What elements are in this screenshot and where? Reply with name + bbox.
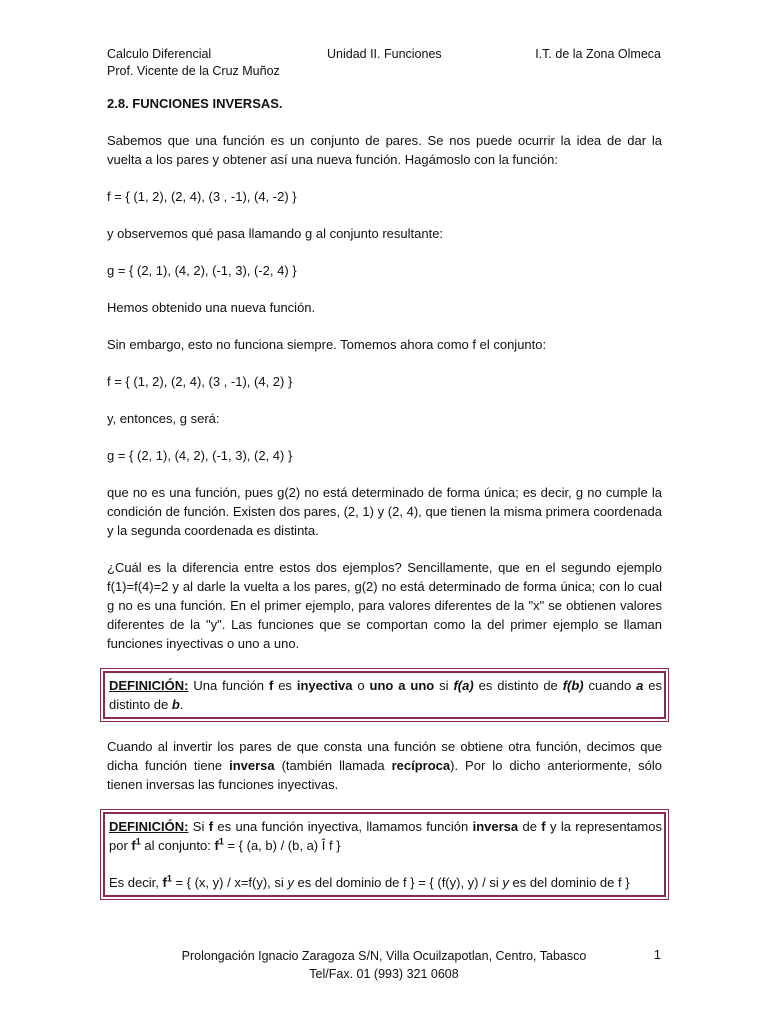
professor-name: Prof. Vicente de la Cruz Muñoz <box>107 64 280 78</box>
definition-label: DEFINICIÓN: <box>109 678 189 693</box>
footer-phone: Tel/Fax. 01 (993) 321 0608 <box>309 967 459 981</box>
paragraph: Sabemos que una función es un conjunto de pares. Se nos puede ocurrir la idea de dar la vuelta a los pares y obtener así una nueva función. Hagámoslo con la función: <box>107 133 662 167</box>
section-title: 2.8. FUNCIONES INVERSAS. <box>107 96 283 111</box>
set-g-example-2: g = { (2, 1), (4, 2), (-1, 3), (2, 4) } <box>107 448 293 463</box>
definition-equivalence: Es decir, $f^1$ = { (x, y) / x=f(y), si y es del dominio de f } = { (f(y), y) / si y es del dominio de f } <box>109 873 630 890</box>
set-f-example-2: f = { (1, 2), (2, 4), (3 , -1), (4, 2) } <box>107 374 293 389</box>
institution-name: I.T. de la Zona Olmeca <box>535 47 661 61</box>
page-header-left <box>107 46 280 80</box>
unit-name: Unidad II. Funciones <box>327 47 442 61</box>
set-f-example-1: f = { (1, 2), (2, 4), (3 , -1), (4, -2) } <box>107 189 297 204</box>
paragraph: y observemos qué pasa llamando g al conjunto resultante: <box>107 226 444 241</box>
definition-text: DEFINICIÓN: Una función f es inyectiva o uno a uno si f(a) es distinto de f(b) cuando a es distinto de b. <box>109 678 662 712</box>
definition-box-injective <box>103 671 666 719</box>
paragraph: Sin embargo, esto no funciona siempre. Tomemos ahora como f el conjunto: <box>107 337 547 352</box>
definition-box-inverse <box>103 812 666 897</box>
paragraph: y, entonces, g será: <box>107 411 220 426</box>
paragraph: que no es una función, pues g(2) no está determinado de forma única; es decir, g no cumple la condición de función. Existen dos pares, (2, 1) y (2, 4), que tienen la misma primera coordenada y la segunda coordenada es distinta. <box>107 485 662 538</box>
definition-text: DEFINICIÓN: Si f es una función inyectiva, llamamos función inversa de f y la representamos por $f^1$ al conjunto: $f^1$ = { (a, b) / (b, a) Î f } <box>109 819 662 853</box>
set-g-example-1: g = { (2, 1), (4, 2), (-1, 3), (-2, 4) } <box>107 263 297 278</box>
definition-label: DEFINICIÓN: <box>109 819 189 834</box>
page-number: 1 <box>653 947 661 962</box>
paragraph: Cuando al invertir los pares de que consta una función se obtiene otra función, decimos que dicha función tiene inversa (también llamada recíproca). Por lo dicho anteriormente, sólo tienen inversas las funciones inyectivas. <box>107 739 662 792</box>
footer-address: Prolongación Ignacio Zaragoza S/N, Villa Ocuilzapotlan, Centro, Tabasco <box>181 949 587 963</box>
paragraph: Hemos obtenido una nueva función. <box>107 300 316 315</box>
document-body <box>107 94 662 897</box>
course-name: Calculo Diferencial <box>107 47 212 61</box>
paragraph: ¿Cuál es la diferencia entre estos dos ejemplos? Sencillamente, que en el segundo ejemplo f(1)=f(4)=2 y al darle la vuelta a los pares, g(2) no está determinado de forma única; con lo cual g no es una función. En el primer ejemplo, para valores diferentes de la "x" se obtienen valores diferentes de la "y". Las funciones que se comportan como la del primer ejemplo se llaman funciones inyectivas o uno a uno. <box>107 560 662 651</box>
